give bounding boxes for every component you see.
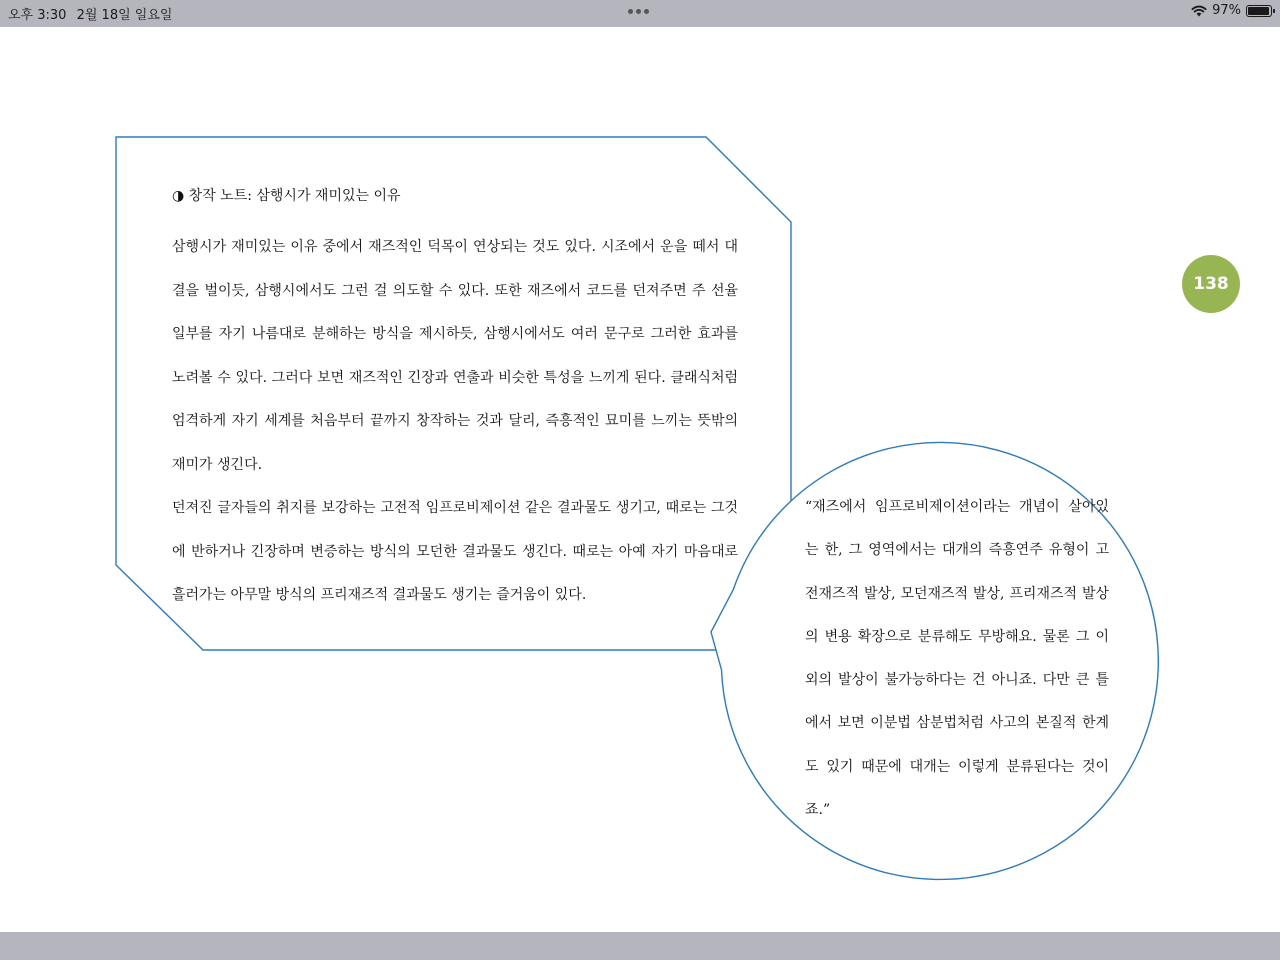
quote-text: “재즈에서 임프로비제이션이라는 개념이 살아있는 한, 그 영역에서는 대개의 즉흥연주 유형이 고전재즈적 발상, 모던재즈적 발상, 프리재즈적 발상의 변용 확장으로 분류해도 무방해요. 물론 그 이외의 발상이 불가능하다는 건 아니죠. 다만 큰 틀에서 보면 이분법 삼분법처럼 사고의 본질적 한계도 있기 때문에 대개는 이렇게 분류된다는 것이죠.” bbox=[805, 499, 1109, 819]
page-number-badge: 138 bbox=[1182, 255, 1240, 313]
battery-percent: 97% bbox=[1212, 3, 1241, 18]
status-date: 2월 18일 일요일 bbox=[76, 8, 173, 23]
note-paragraph-2: 던져진 글자들의 취지를 보강하는 고전적 임프로비제이션 같은 결과물도 생기고, 때로는 그것에 반하거나 긴장하며 변증하는 방식의 모던한 결과물도 생긴다. 때로는 아예 자기 마음대로 흘러가는 아무말 방식의 프리재즈적 결과물도 생기는 즐거움이 있다. bbox=[172, 500, 738, 603]
note-text-block bbox=[172, 182, 738, 618]
note-title: ◑ 창작 노트: 삼행시가 재미있는 이유 bbox=[172, 188, 401, 204]
bottom-bar bbox=[0, 932, 1280, 960]
status-time: 오후 3:30 bbox=[8, 8, 67, 23]
note-paragraph-1: 삼행시가 재미있는 이유 중에서 재즈적인 덕목이 연상되는 것도 있다. 시조에서 운을 떼서 대결을 벌이듯, 삼행시에서도 그런 걸 의도할 수 있다. 또한 재즈에서 코드를 던져주면 주 선율 일부를 자기 나름대로 분해하는 방식을 제시하듯, 삼행시에서도 여러 문구로 그러한 효과를 노려볼 수 있다. 그러다 보면 재즈적인 긴장과 연출과 비슷한 특성을 느끼게 된다. 클래식처럼 엄격하게 자기 세계를 처음부터 끝까지 창작하는 것과 달리, 즉흥적인 묘미를 느끼는 뜻밖의 재미가 생긴다. bbox=[172, 239, 738, 473]
